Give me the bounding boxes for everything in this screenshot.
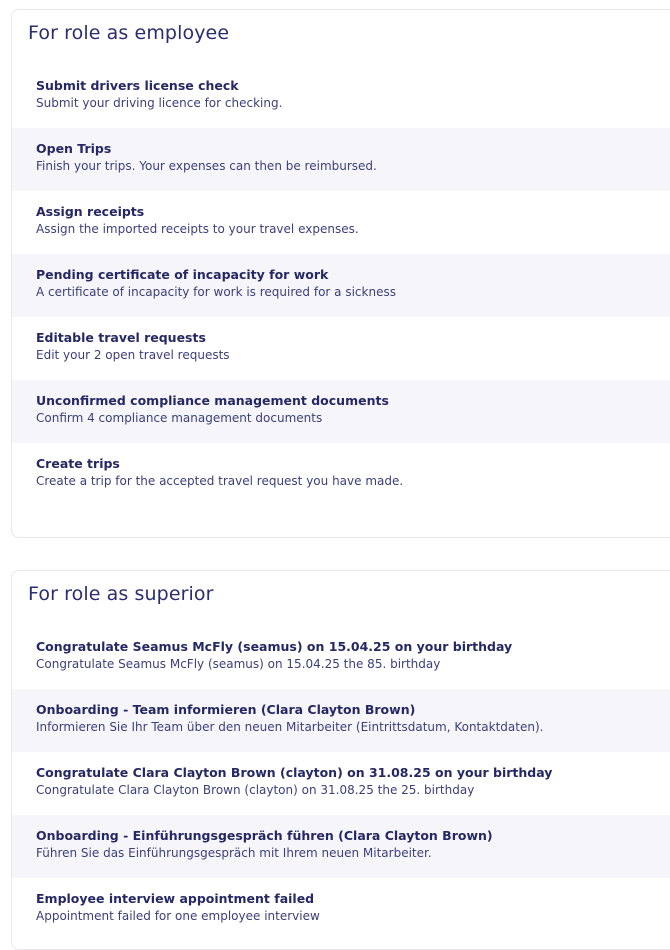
task-title: Pending certificate of incapacity for work bbox=[36, 267, 329, 282]
superior-role-heading: For role as superior bbox=[28, 583, 214, 605]
employee-task-list bbox=[12, 65, 670, 506]
task-description: Congratulate Seamus McFly (seamus) on 15.04.25 the 85. birthday bbox=[36, 657, 441, 671]
task-description: Congratulate Clara Clayton Brown (clayton) on 31.08.25 the 25. birthday bbox=[36, 783, 475, 797]
task-onboarding-team-informieren[interactable] bbox=[12, 689, 670, 752]
task-description: Finish your trips. Your expenses can then be reimbursed. bbox=[36, 159, 377, 173]
task-title: Submit drivers license check bbox=[36, 78, 239, 93]
task-congratulate-seamus-birthday[interactable] bbox=[12, 626, 670, 689]
task-description: Confirm 4 compliance management documents bbox=[36, 411, 323, 425]
task-title: Create trips bbox=[36, 456, 120, 471]
task-title: Onboarding - Einführungsgespräch führen (Clara Clayton Brown) bbox=[36, 828, 493, 843]
task-onboarding-einfuehrungsgespraech[interactable] bbox=[12, 815, 670, 878]
task-title: Employee interview appointment failed bbox=[36, 891, 315, 906]
task-description: Führen Sie das Einführungsgespräch mit Ihrem neuen Mitarbeiter. bbox=[36, 846, 432, 860]
task-title: Assign receipts bbox=[36, 204, 145, 219]
task-title: Congratulate Seamus McFly (seamus) on 15.04.25 on your birthday bbox=[36, 639, 513, 654]
task-description: A certificate of incapacity for work is required for a sickness bbox=[36, 285, 396, 299]
task-open-trips[interactable] bbox=[12, 128, 670, 191]
task-pending-incapacity-certificate[interactable] bbox=[12, 254, 670, 317]
superior-role-card bbox=[11, 570, 670, 950]
task-description: Informieren Sie Ihr Team über den neuen Mitarbeiter (Eintrittsdatum, Kontaktdaten). bbox=[36, 720, 544, 734]
task-title: Congratulate Clara Clayton Brown (clayton) on 31.08.25 on your birthday bbox=[36, 765, 553, 780]
task-congratulate-clara-birthday[interactable] bbox=[12, 752, 670, 815]
task-description: Create a trip for the accepted travel request you have made. bbox=[36, 474, 404, 488]
task-title: Open Trips bbox=[36, 141, 112, 156]
task-editable-travel-requests[interactable] bbox=[12, 317, 670, 380]
task-description: Assign the imported receipts to your travel expenses. bbox=[36, 222, 359, 236]
task-assign-receipts[interactable] bbox=[12, 191, 670, 254]
superior-task-list bbox=[12, 626, 670, 941]
task-title: Unconfirmed compliance management documents bbox=[36, 393, 389, 408]
task-description: Appointment failed for one employee interview bbox=[36, 909, 320, 923]
employee-role-card bbox=[11, 9, 670, 538]
employee-role-heading: For role as employee bbox=[28, 22, 230, 44]
task-title: Onboarding - Team informieren (Clara Clayton Brown) bbox=[36, 702, 416, 717]
task-create-trips[interactable] bbox=[12, 443, 670, 506]
task-description: Submit your driving licence for checking. bbox=[36, 96, 283, 110]
task-description: Edit your 2 open travel requests bbox=[36, 348, 230, 362]
task-submit-drivers-license-check[interactable] bbox=[12, 65, 670, 128]
task-employee-interview-appointment-failed[interactable] bbox=[12, 878, 670, 941]
task-title: Editable travel requests bbox=[36, 330, 206, 345]
task-unconfirmed-compliance-documents[interactable] bbox=[12, 380, 670, 443]
